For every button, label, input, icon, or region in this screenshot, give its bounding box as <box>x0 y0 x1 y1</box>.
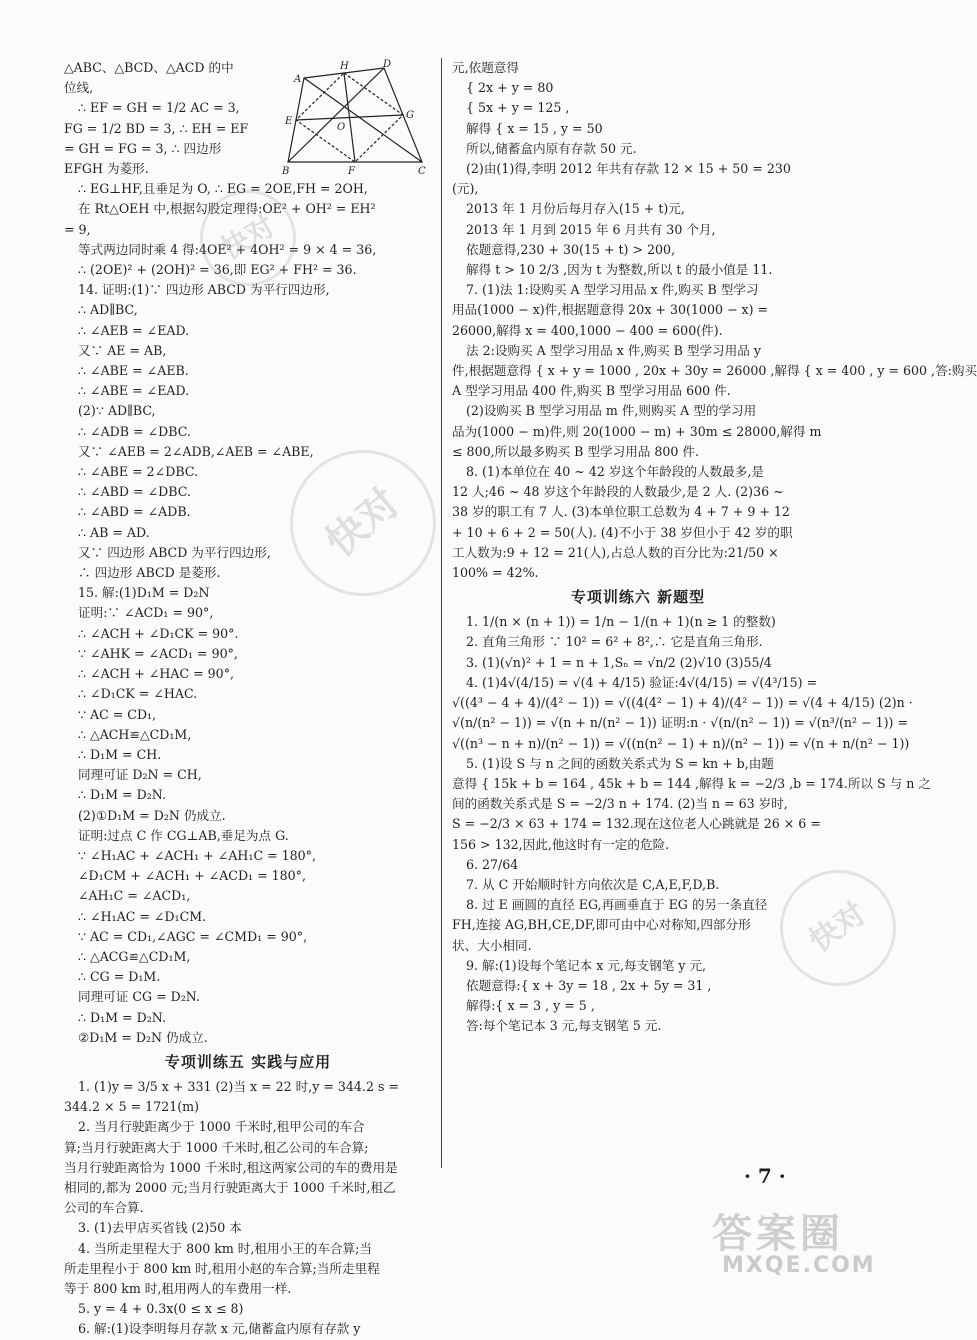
watermark-stamp: 快对 <box>182 172 313 303</box>
text-line: 依题意得:{ x + 3y = 18 , 2x + 5y = 31 , <box>466 977 712 993</box>
text-line: 2. 当月行驶距离少于 1000 千米时,租甲公司的车合 <box>78 1119 365 1135</box>
text-line: 品为(1000 − m)件,则 20(1000 − m) + 30m ≤ 28000,解得 m <box>452 423 822 439</box>
text-line: 证明:∵ ∠ACD₁ = 90°, <box>78 605 214 621</box>
text-line: (2)设购买 B 型学习用品 m 件,则购买 A 型的学习用 <box>466 403 757 419</box>
text-line: 4. (1)4√(4/15) = √(4 + 4/15) 验证:4√(4/15) = √(4³/15) = <box>466 674 818 690</box>
text-line: (2)由(1)得,李明 2012 年共有存款 12 × 15 + 50 = 230 <box>466 161 791 177</box>
text-line: ∵ ∠AHK = ∠ACD₁ = 90°, <box>78 645 238 661</box>
text-line: 2. 直角三角形 ∵ 10² = 6² + 8²,∴ 它是直角三角形. <box>466 634 763 650</box>
text-line: 工人数为:9 + 12 = 21(人),占总人数的百分比为:21/50 × <box>452 544 779 560</box>
text-line: 344.2 × 5 = 1721(m) <box>64 1099 200 1115</box>
text-line: A 型学习用品 400 件,购买 B 型学习用品 600 件. <box>452 383 731 399</box>
label-c: C <box>418 166 426 177</box>
text-line: { 2x + y = 80 <box>466 80 554 96</box>
quadrilateral-figure <box>282 58 430 176</box>
text-line: 12 人;46 ~ 48 岁这个年龄段的人数最少,是 2 人. (2)36 ~ <box>452 484 784 500</box>
text-line: 间的函数关系式是 S = −2/3 n + 174. (2)当 n = 63 岁时, <box>452 796 788 812</box>
text-line: 14. 证明:(1)∵ 四边形 ABCD 为平行四边形, <box>78 282 330 298</box>
text-line: ∴ ∠D₁CK = ∠HAC. <box>78 686 198 702</box>
text-line: ∴ ∠ACH + ∠HAC = 90°, <box>78 666 234 682</box>
watermark-stamp: 快对 <box>260 420 466 626</box>
text-line: 7. 从 C 开始顺时针方向依次是 C,A,E,F,D,B. <box>466 876 720 892</box>
text-line: ∴ ∠H₁AC = ∠D₁CM. <box>78 908 207 924</box>
text-line: △ABC、△BCD、△ACD 的中 <box>64 60 234 75</box>
text-line: ∵ ∠H₁AC + ∠ACH₁ + ∠AH₁C = 180°, <box>78 847 316 863</box>
text-line: 解得 t > 10 2/3 ,因为 t 为整数,所以 t 的最小值是 11. <box>466 262 773 278</box>
text-line: 38 岁的职工有 7 人. (3)本单位职工总数为 4 + 7 + 9 + 12 <box>452 504 790 520</box>
text-line: 同理可证 CG = D₂N. <box>78 989 200 1005</box>
text-line: ②D₁M = D₂N 仍成立. <box>78 1029 208 1045</box>
text-line: 解得:{ x = 3 , y = 5 , <box>466 998 595 1014</box>
text-line: 依题意得,230 + 30(15 + t) > 200, <box>466 241 676 257</box>
section-heading: 专项训练六 新题型 <box>570 588 706 607</box>
text-line: 2013 年 1 月份后每月存入(15 + t)元, <box>466 201 685 217</box>
text-line: 6. 27/64 <box>466 856 519 872</box>
figure-diagonal-bd <box>288 68 384 162</box>
text-line: 2013 年 1 月到 2015 年 6 月共有 30 个月, <box>466 221 716 237</box>
text-line: ∴ △ACG≌△CD₁M, <box>78 948 191 964</box>
logo-title: 答案圈 <box>712 1211 844 1257</box>
text-line: 所以,储蓄盒内原有存款 50 元. <box>466 140 637 156</box>
text-line: √(n/(n² − 1)) = √(n + n/(n² − 1)) 证明:n · √(n/(n² − 1)) = √(n³/(n² − 1)) = <box>452 715 908 731</box>
label-a: A <box>294 74 302 85</box>
text-line: ∴ AB = AD. <box>78 524 150 540</box>
text-line: ∴ EF = GH = 1/2 AC = 3, <box>78 100 240 116</box>
text-line: 1. (1)y = 3/5 x + 331 (2)当 x = 22 时,y = 344.2 s = <box>78 1078 399 1094</box>
watermark-stamp: 快对 <box>757 847 919 1009</box>
text-line: = 9, <box>64 221 91 237</box>
text-line: ∴ CG = D₁M. <box>78 969 161 985</box>
text-line: ∠D₁CM + ∠ACH₁ + ∠ACD₁ = 180°, <box>78 868 306 884</box>
text-line: (元), <box>452 181 479 197</box>
text-line: ∠AH₁C = ∠ACD₁, <box>78 888 191 904</box>
text-line: 法 2:设购买 A 型学习用品 x 件,购买 B 型学习用品 y <box>466 342 761 358</box>
text-line: (2)∵ AD∥BC, <box>78 403 156 419</box>
text-line: 4. 当所走里程大于 800 km 时,租用小王的车合算;当 <box>78 1240 372 1256</box>
text-line: FH,连接 AG,BH,CE,DF,即可由中心对称知,四部分形 <box>452 917 751 933</box>
text-line: 同理可证 D₂N = CH, <box>78 767 202 783</box>
text-line: 证明:过点 C 作 CG⊥AB,垂足为点 G. <box>78 827 289 843</box>
text-line: ∴ ∠ACH + ∠D₁CK = 90°. <box>78 625 239 641</box>
text-line: ∴ △ACH≌△CD₁M, <box>78 726 192 742</box>
text-line: √((n³ − n + n)/(n² − 1)) = √((n(n² − 1) + n)/(n² − 1)) = √(n + n/(n² − 1)) <box>452 735 910 751</box>
text-line: ∴ ∠AEB = ∠EAD. <box>78 322 190 338</box>
text-line: 156 > 132,因此,他这时有一定的危险. <box>452 836 670 852</box>
text-line: 又∵ AE = AB, <box>78 342 167 358</box>
column-divider <box>441 58 442 1168</box>
text-line: 解得 { x = 15 , y = 50 <box>466 120 603 136</box>
text-line: 3. (1)去甲店买省钱 (2)50 本 <box>78 1220 242 1236</box>
text-line: ∴ 四边形 ABCD 是菱形. <box>78 565 221 581</box>
text-line: 位线, <box>64 80 94 96</box>
text-line: 又∵ 四边形 ABCD 为平行四边形, <box>78 544 271 560</box>
text-line: 5. (1)设 S 与 n 之间的函数关系式为 S = kn + b,由题 <box>466 755 774 771</box>
label-h: H <box>340 61 349 72</box>
text-line: 用品(1000 − x)件,根据题意得 20x + 30(1000 − x) = <box>452 302 769 318</box>
text-line: 等式两边同时乘 4 得:4OE² + 4OH² = 9 × 4 = 36, <box>78 241 377 257</box>
text-line: ∴ AD∥BC, <box>78 302 138 318</box>
label-d: D <box>383 59 392 70</box>
text-line: 件,根据题意得 { x + y = 1000 , 20x + 30y = 26000 ,解得 { x = 400 , y = 600 ,答:购买 <box>452 363 977 379</box>
text-line: + 10 + 6 + 2 = 50(人). (4)不小于 38 岁但小于 42 岁的职 <box>452 524 793 540</box>
text-line: 8. 过 E 画圆的直径 EG,再画垂直于 EG 的另一条直径 <box>466 897 768 913</box>
text-line: 相同的,都为 2000 元;当月行驶距离大于 1000 千米时,租乙 <box>64 1179 396 1195</box>
text-line: ∴ ∠ADB = ∠DBC. <box>78 423 191 439</box>
label-g: G <box>406 110 414 121</box>
text-line: 元,依题意得 <box>452 60 519 75</box>
text-line: ∴ ∠ABE = ∠AEB. <box>78 363 189 379</box>
text-line: 状、大小相同. <box>452 937 532 953</box>
text-line: S = −2/3 × 63 + 174 = 132.现在这位老人心跳就是 26 × 6 = <box>452 816 821 832</box>
text-line: 15. 解:(1)D₁M = D₂N <box>78 585 210 601</box>
text-line: 7. (1)法 1:设购买 A 型学习用品 x 件,购买 B 型学习 <box>466 282 759 298</box>
text-line: ∴ ∠ABD = ∠ADB. <box>78 504 191 520</box>
section-heading: 专项训练五 实践与应用 <box>164 1052 332 1071</box>
text-line: ∴ D₁M = D₂N. <box>78 1009 166 1025</box>
text-line: 当月行驶距离恰为 1000 千米时,租这两家公司的车的费用是 <box>64 1159 398 1175</box>
text-line: √((4³ − 4 + 4)/(4² − 1)) = √((4(4² − 1) + 4)/(4² − 1)) = √(4 + 4/15) (2)n · <box>452 695 913 711</box>
text-line: ∴ EG⊥HF,且垂足为 O, ∴ EG = 2OE,FH = 2OH, <box>78 181 368 197</box>
text-line: 答:每个笔记本 3 元,每支钢笔 5 元. <box>466 1018 662 1034</box>
text-line: ∴ ∠ABE = ∠EAD. <box>78 383 190 399</box>
text-line: ∵ AC = CD₁, <box>78 706 157 722</box>
label-e: E <box>285 116 293 127</box>
text-line: { 5x + y = 125 , <box>466 100 570 116</box>
text-line: 3. (1)(√n)² + 1 = n + 1,Sₙ = √n/2 (2)√10 (3)55/4 <box>466 654 772 670</box>
text-line: ∴ D₁M = D₂N. <box>78 787 166 803</box>
text-line: 1. 1/(n × (n + 1)) = 1/n − 1/(n + 1)(n ≥ 1 的整数) <box>466 614 776 630</box>
text-line: 6. 解:(1)设李明每月存款 x 元,储蓄盒内原有存款 y <box>78 1321 361 1337</box>
text-line: 算;当月行驶距离大于 1000 千米时,租乙公司的车合算; <box>64 1139 369 1155</box>
text-line: EFGH 为菱形. <box>64 161 149 177</box>
text-line: 等于 800 km 时,租用两人的车费用一样. <box>64 1280 292 1296</box>
label-o: O <box>337 122 346 133</box>
text-line: (2)①D₁M = D₂N 仍成立. <box>78 807 226 823</box>
text-line: ≤ 800,所以最多购买 B 型学习用品 800 件. <box>452 443 700 459</box>
site-logo <box>712 1202 892 1284</box>
text-line: 意得 { 15k + b = 164 , 45k + b = 144 ,解得 k = −2/3 ,b = 174.所以 S 与 n 之 <box>452 775 931 791</box>
label-b: B <box>282 166 290 177</box>
text-line: ∴ D₁M = CH. <box>78 746 162 762</box>
text-line: 9. 解:(1)设每个笔记本 x 元,每支钢笔 y 元, <box>466 957 707 973</box>
text-line: FG = 1/2 BD = 3, ∴ EH = EF <box>64 120 249 136</box>
text-line: ∴ ∠ABD = ∠DBC. <box>78 484 191 500</box>
text-line: 8. (1)本单位在 40 ~ 42 岁这个年龄段的人数最多,是 <box>466 464 764 480</box>
text-line: ∴ (2OE)² + (2OH)² = 36,即 EG² + FH² = 36. <box>78 262 357 278</box>
text-line: 100% = 42%. <box>452 565 539 581</box>
text-line: 5. y = 4 + 0.3x(0 ≤ x ≤ 8) <box>78 1301 244 1317</box>
text-line: 又∵ ∠AEB = 2∠ADB,∠AEB = ∠ABE, <box>78 443 314 459</box>
text-line: 所走里程小于 800 km 时,租用小赵的车合算;当所走里程 <box>64 1260 380 1276</box>
page-number: · 7 · <box>744 1164 786 1188</box>
logo-domain: MXQE.COM <box>722 1253 876 1278</box>
label-f: F <box>348 166 355 177</box>
text-line: 在 Rt△OEH 中,根据勾股定理得:OE² + OH² = EH² <box>78 201 376 217</box>
text-line: ∴ ∠ABE = 2∠DBC. <box>78 464 199 480</box>
text-line: 公司的车合算. <box>64 1200 144 1216</box>
figure-diagonal-ac <box>304 78 422 162</box>
text-line: 26000,解得 x = 400,1000 − 400 = 600(件). <box>452 322 723 338</box>
text-line: = GH = FG = 3, ∴ 四边形 <box>64 140 222 156</box>
text-line: ∵ AC = CD₁,∠AGC = ∠CMD₁ = 90°, <box>78 928 308 944</box>
